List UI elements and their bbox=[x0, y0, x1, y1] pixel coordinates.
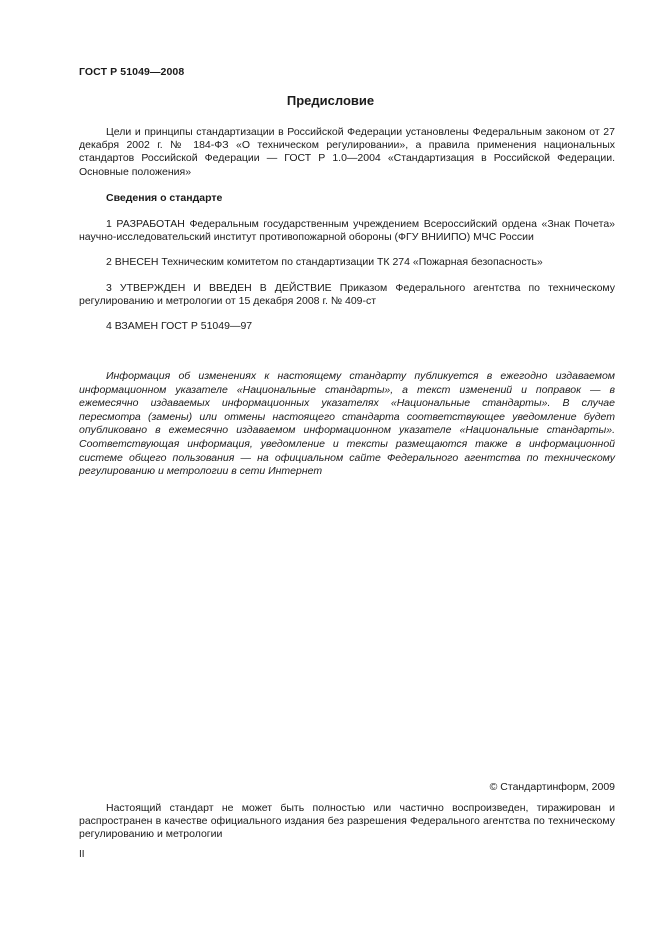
section-heading: Сведения о стандарте bbox=[106, 192, 223, 204]
reproduction-notice: Настоящий стандарт не может быть полностью или частично воспроизведен, тиражирован и распространен в качестве официального издания без разрешения Федерального агентства по техническому регулированию и метрологии bbox=[79, 802, 615, 841]
info-item-1: 1 РАЗРАБОТАН Федеральным государственным учреждением Всероссийский ордена «Знак Почета» научно-исследовательский институт противопожарной обороны (ФГУ ВНИИПО) МЧС России bbox=[79, 218, 615, 244]
page-title: Предисловие bbox=[286, 93, 375, 108]
standard-code-header: ГОСТ Р 51049—2008 bbox=[79, 66, 185, 78]
page-number: II bbox=[79, 849, 85, 860]
info-item-4: 4 ВЗАМЕН ГОСТ Р 51049—97 bbox=[106, 320, 253, 332]
intro-paragraph: Цели и принципы стандартизации в Российской Федерации установлены Федеральным законом от 27 декабря 2002 г. № 184-ФЗ «О техническом регулировании», а правила применения национальных стандартов Российской Федерации — ГОСТ Р 1.0—2004 «Стандартизация в Российской Федерации. Основные положения» bbox=[79, 126, 615, 178]
copyright-line: © Стандартинформ, 2009 bbox=[489, 781, 615, 793]
amendments-note: Информация об изменениях к настоящему стандарту публикуется в ежегодно издаваемом информационном указателе «Национальные стандарты», а текст изменений и поправок — в ежемесячно издаваемых информационных указателях «Национальные стандарты». В случае пересмотра (замены) или отмены настоящего стандарта соответствующее уведомление будет опубликовано в ежемесячно издаваемом информационном указателе «Национальные стандарты». Соответствующая информация, уведомление и тексты размещаются также в информационной системе общего пользования — на официальном сайте Федерального агентства по техническому регулированию и метрологии в сети Интернет bbox=[79, 370, 615, 478]
info-item-3: 3 УТВЕРЖДЕН И ВВЕДЕН В ДЕЙСТВИЕ Приказом Федерального агентства по техническому регулированию и метрологии от 15 декабря 2008 г. № 409-ст bbox=[79, 282, 615, 308]
info-item-2: 2 ВНЕСЕН Техническим комитетом по стандартизации ТК 274 «Пожарная безопасность» bbox=[106, 256, 543, 268]
